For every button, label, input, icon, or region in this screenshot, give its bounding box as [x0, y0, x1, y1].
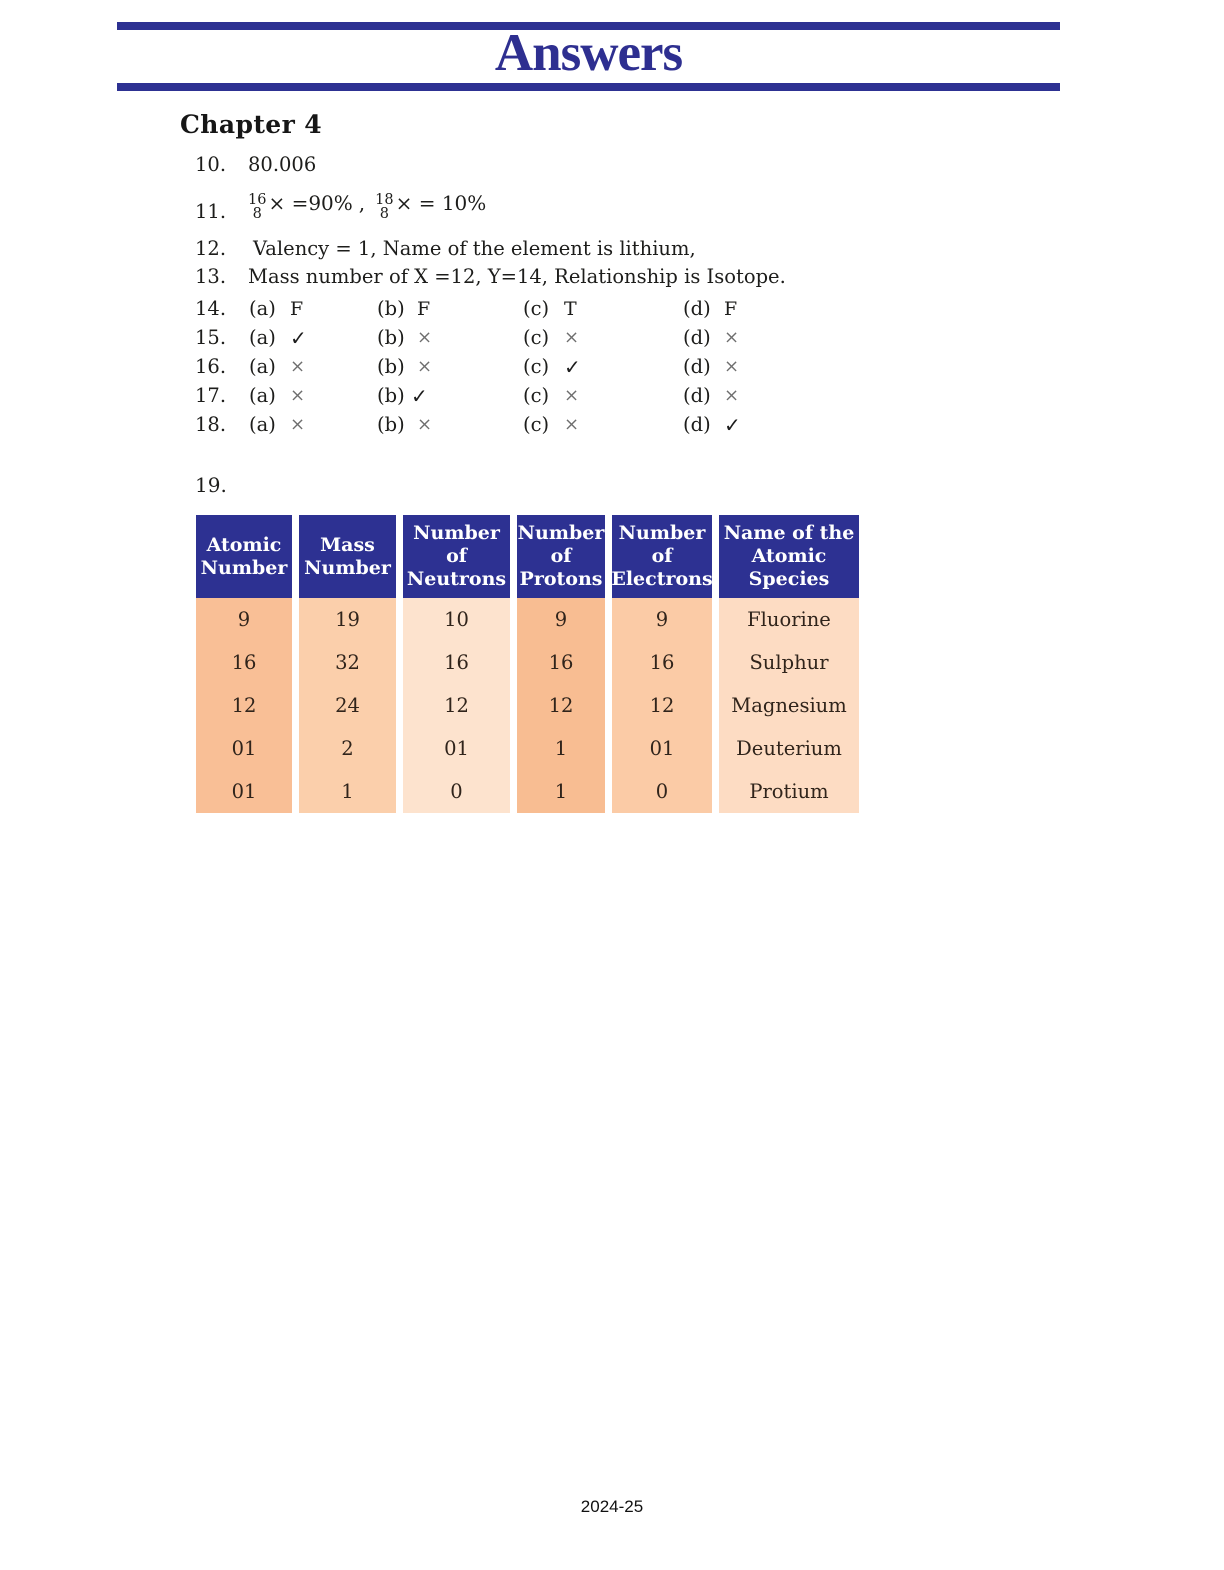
option-b-label: (b) [377, 413, 405, 436]
table-cell: 16 [196, 641, 292, 684]
table-cell: 24 [299, 684, 396, 727]
option-b-mark: F [417, 298, 431, 320]
academic-year-footer: 2024-25 [580, 1497, 644, 1516]
expression-tail: × =90% [268, 191, 353, 215]
option-c-mark: T [564, 298, 577, 320]
option-b-label: (b) [377, 326, 405, 349]
table-cell: 9 [196, 598, 292, 641]
table-cell: Sulphur [719, 641, 859, 684]
option-a-mark: × [290, 385, 306, 406]
col-header-neutrons: Number of Neutrons [403, 515, 510, 598]
option-a-mark: F [290, 298, 304, 320]
table-cell: 32 [299, 641, 396, 684]
table-cell: Protium [719, 770, 859, 813]
col-header-atomic-number: Atomic Number [196, 515, 292, 598]
table-cell: 12 [517, 684, 605, 727]
table-cell: Deuterium [719, 727, 859, 770]
option-c-label: (c) [523, 384, 550, 407]
table-cell: 2 [299, 727, 396, 770]
question-number: 12. [195, 237, 227, 260]
option-b-label: (b) [377, 384, 405, 407]
separator-comma: , [358, 191, 366, 215]
table-cell: 0 [403, 770, 510, 813]
option-a-label: (a) [249, 384, 276, 407]
answer-text: 80.006 [248, 153, 317, 176]
table-cell: 16 [517, 641, 605, 684]
title-rule-bottom [117, 83, 1060, 91]
option-a-mark: × [290, 414, 306, 435]
question-number: 10. [195, 153, 227, 176]
table-cell: 16 [612, 641, 712, 684]
option-c-mark: × [564, 327, 580, 348]
answer-text: Mass number of X =12, Y=14, Relationship is Isotope. [248, 265, 786, 288]
option-d-mark: F [724, 298, 738, 320]
atomic-number-subscript: 8 [252, 206, 262, 222]
option-a-mark: ✓ [290, 326, 307, 350]
table-cell: 01 [196, 770, 292, 813]
col-header-electrons: Number of Electrons [612, 515, 712, 598]
chapter-heading: Chapter 4 [180, 110, 323, 139]
option-d-mark: × [724, 385, 740, 406]
table-cell: 01 [196, 727, 292, 770]
table-cell: 9 [517, 598, 605, 641]
option-d-label: (d) [683, 326, 711, 349]
table-cell: 0 [612, 770, 712, 813]
option-b-label: (b) [377, 355, 405, 378]
table-cell: 19 [299, 598, 396, 641]
option-a-label: (a) [249, 297, 276, 320]
table-cell: Fluorine [719, 598, 859, 641]
option-c-mark: × [564, 414, 580, 435]
option-d-mark: × [724, 356, 740, 377]
isotope-expression [248, 190, 486, 221]
col-header-mass-number: Mass Number [299, 515, 396, 598]
option-a-label: (a) [249, 326, 276, 349]
option-c-label: (c) [523, 413, 550, 436]
option-d-label: (d) [683, 384, 711, 407]
question-number: 14. [195, 297, 227, 320]
option-b-mark: × [417, 356, 433, 377]
option-a-mark: × [290, 356, 306, 377]
table-cell: 9 [612, 598, 712, 641]
isotope-prescript [248, 193, 266, 221]
option-d-mark: × [724, 327, 740, 348]
mass-number-superscript: 16 [248, 192, 267, 208]
answer-text: Valency = 1, Name of the element is lithium, [253, 237, 696, 260]
option-c-label: (c) [523, 355, 550, 378]
question-number: 17. [195, 384, 227, 407]
table-cell: 01 [612, 727, 712, 770]
atomic-number-subscript: 8 [379, 206, 389, 222]
option-d-label: (d) [683, 413, 711, 436]
option-c-mark: ✓ [564, 355, 581, 379]
table-cell: 12 [196, 684, 292, 727]
option-c-label: (c) [523, 326, 550, 349]
table-cell: 10 [403, 598, 510, 641]
question-number: 11. [195, 200, 227, 223]
isotope-prescript [375, 193, 393, 221]
question-number: 13. [195, 265, 227, 288]
table-cell: 1 [517, 727, 605, 770]
expression-tail: × = 10% [395, 191, 487, 215]
option-c-label: (c) [523, 297, 550, 320]
option-b-label: (b) [377, 297, 405, 320]
col-header-protons: Number of Protons [517, 515, 605, 598]
table-cell: Magnesium [719, 684, 859, 727]
atomic-species-table [196, 515, 859, 813]
option-d-label: (d) [683, 355, 711, 378]
option-d-label: (d) [683, 297, 711, 320]
option-b-mark: × [417, 327, 433, 348]
option-c-mark: × [564, 385, 580, 406]
question-number: 18. [195, 413, 227, 436]
option-b-mark: ✓ [411, 384, 428, 408]
option-b-mark: × [417, 414, 433, 435]
mass-number-superscript: 18 [375, 192, 394, 208]
option-a-label: (a) [249, 413, 276, 436]
table-cell: 01 [403, 727, 510, 770]
table-cell: 16 [403, 641, 510, 684]
table-cell: 12 [403, 684, 510, 727]
question-number-19: 19. [195, 473, 227, 497]
page-title: Answers [494, 24, 683, 82]
table-cell: 1 [299, 770, 396, 813]
option-d-mark: ✓ [724, 413, 741, 437]
col-header-species-name: Name of the Atomic Species [719, 515, 859, 598]
question-number: 15. [195, 326, 227, 349]
option-a-label: (a) [249, 355, 276, 378]
question-number: 16. [195, 355, 227, 378]
table-cell: 12 [612, 684, 712, 727]
table-cell: 1 [517, 770, 605, 813]
